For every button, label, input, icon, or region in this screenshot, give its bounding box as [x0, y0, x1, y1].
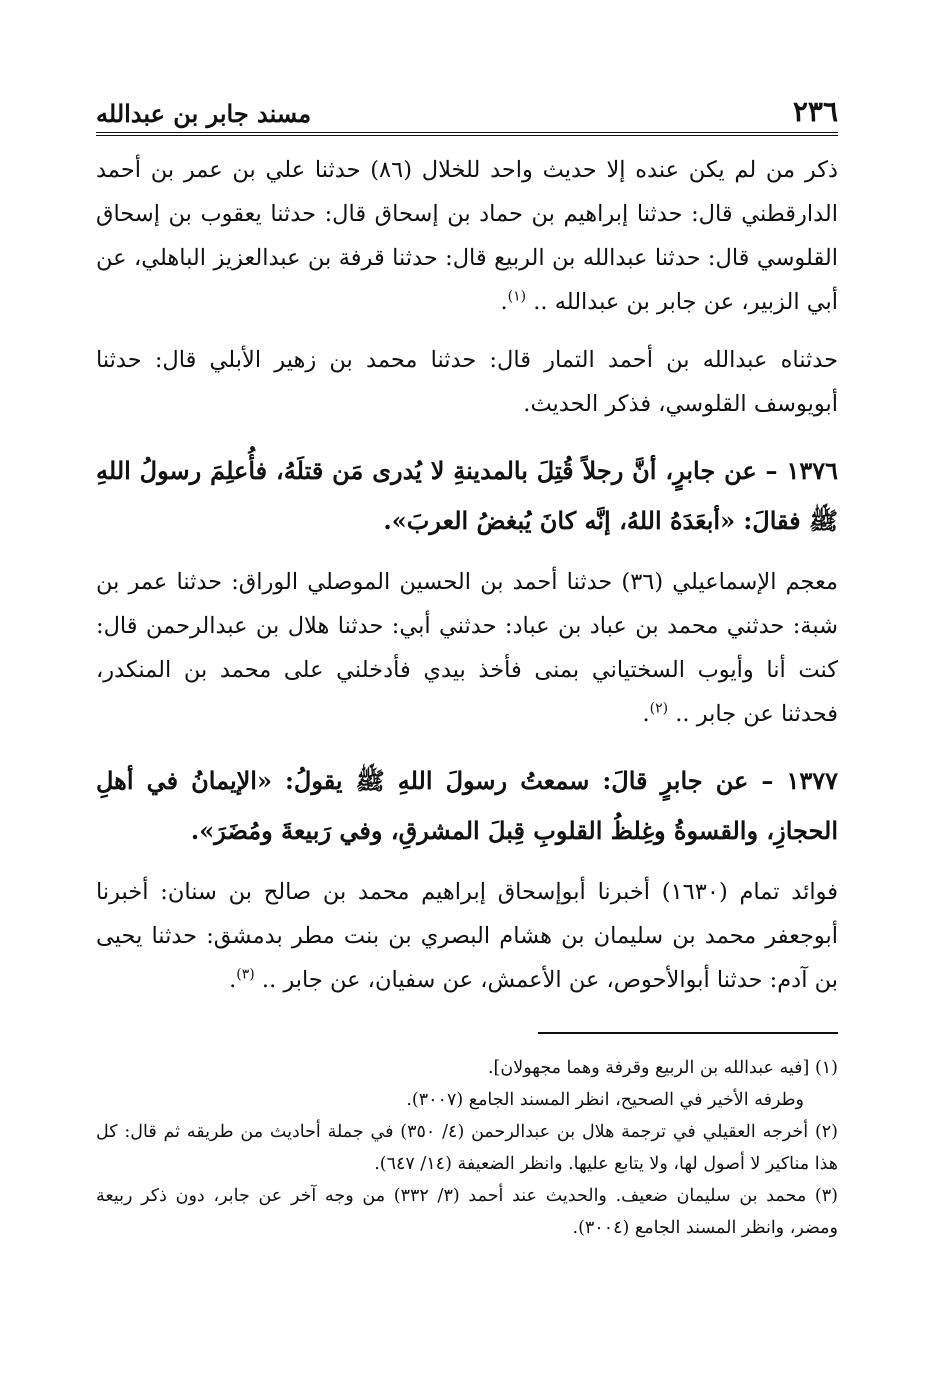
footnote-3: (٣) محمد بن سليمان ضعيف. والحديث عند أحمد (٣/ ٣٣٢) من وجه آخر عن جابر، دون ذكر ربيعة ومضر، وانظر المسند الجامع (٣٠٠٤). [96, 1186, 838, 1238]
footnote-reference: (٢) [649, 700, 669, 717]
paragraph: ذكر من لم يكن عنده إلا حديث واحد للخلال (٨٦) حدثنا علي بن عمر بن أحمد الدارقطني قال: حدثنا إبراهيم بن حماد بن إسحاق قال: حدثنا يعقوب بن إسحاق القلوسي قال: حدثنا عبدالله بن الربيع قال: حدثنا قرفة بن عبدالعزيز الباهلي، عن أبي الزبير، عن جابر بن عبدالله .. $^{(١)}$. [96, 157, 838, 315]
footnote-reference: (٣) [236, 966, 255, 983]
footnote-2: (٢) أخرجه العقيلي في ترجمة هلال بن عبدالرحمن (٤/ ٣٥٠) في جملة أحاديث من طريقه ثم قال: كل هذا مناكير لا أصول لها، ولا يتابع عليها. وانظر الضعيفة (١٤/ ٦٤٧). [96, 1122, 838, 1174]
paragraph: معجم الإسماعيلي (٣٦) حدثنا أحمد بن الحسين الموصلي الوراق: حدثنا عمر بن شبة: حدثني محمد بن عباد بن عباد: حدثني أبي: حدثنا هلال بن عبدالرحمن قال: كنت أنا وأيوب السختياني بمنى فأخذ بيدي فأدخلني على محمد بن المنكدر، فحدثنا عن جابر .. $^{(٢)}$. [96, 569, 838, 727]
page-header [96, 88, 838, 136]
footnote-number: (٢) [814, 1122, 838, 1142]
footnote-number: (١) [814, 1058, 838, 1078]
paragraph: فوائد تمام (١٦٣٠) أخبرنا أبوإسحاق إبراهيم محمد بن صالح بن سنان: أخبرنا أبوجعفر محمد بن سليمان بن هشام البصري بن بنت مطر بدمشق: حدثنا يحيى بن آدم: حدثنا أبوالأحوص، عن الأعمش، عن سفيان، عن جابر .. $^{(٣)}$. [96, 879, 838, 993]
paragraph: حدثناه عبدالله بن أحمد التمار قال: حدثنا محمد بن زهير الأبلي قال: حدثنا أبويوسف القلوسي، فذكر الحديث. [96, 347, 838, 417]
footnote-1-continuation: وطرفه الأخير في الصحيح، انظر المسند الجامع (٣٠٠٧). [406, 1090, 804, 1110]
footnote-1: (١) [فيه عبدالله بن الربيع وقرفة وهما مجهولان]. [487, 1058, 838, 1078]
hadith-1377: ١٣٧٧ – عن جابرٍ قالَ: سمعتُ رسولَ اللهِ ﷺ يقولُ: «الإيمانُ في أهلِ الحجازِ، والقسوةُ وغِلظُ القلوبِ قِبلَ المشرقِ، وفي رَبيعةَ ومُضَرَ». [96, 766, 838, 845]
footnote-divider [538, 1032, 838, 1034]
running-title: مسند جابر بن عبدالله [96, 99, 312, 128]
footnotes [96, 1052, 838, 1244]
page-number: ٢٣٦ [792, 95, 838, 128]
footnote-number: (٣) [814, 1186, 838, 1206]
hadith-1376: ١٣٧٦ – عن جابرٍ، أنَّ رجلاً قُتِلَ بالمدينةِ لا يُدرى مَن قتلَهُ، فأُعلِمَ رسولُ اللهِ ﷺ فقالَ: «أبعَدَهُ اللهُ، إنَّه كانَ يُبغضُ العربَ». [96, 456, 838, 535]
footnote-reference: (١) [507, 288, 527, 305]
main-text [96, 148, 838, 1016]
